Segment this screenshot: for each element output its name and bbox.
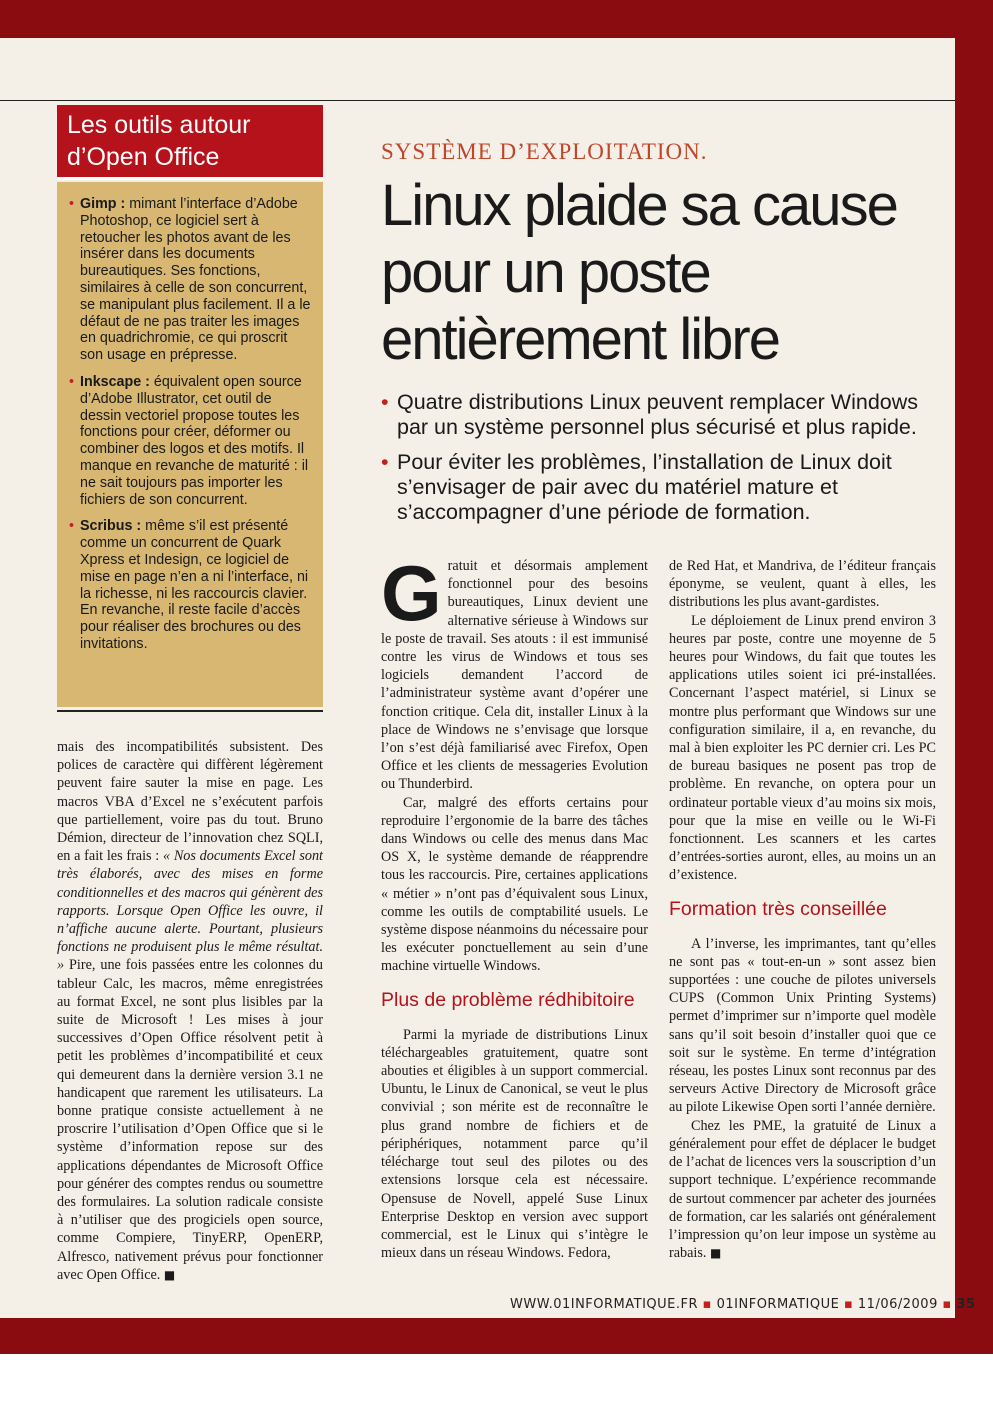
paragraph-text: Chez les PME, la gratuité de Linux a généralement pour effet de déplacer le budget de l’achat de licences vers la souscription d’un support technique. L’expérience recommande de surtout commencer par acheter des journées de formation, car les salariés ont généralement l’impression qu’on leur impose un système au rabais. <box>669 1117 936 1262</box>
headline: Linux plaide sa cause pour un poste entièrement libre <box>381 173 897 372</box>
paragraph: de Red Hat, et Mandriva, de l’éditeur français éponyme, se veulent, quant à elles, les distributions les plus avant-gardistes. <box>669 558 936 611</box>
lead-bullet-1 <box>381 390 941 440</box>
lead-text: Pour éviter les problèmes, l’installation de Linux doit s’envisager de pair avec du matériel mature et s’accompagner d’une période de formation. <box>397 450 892 524</box>
sidebar-item-text: même s’il est présenté comme un concurrent de Quark Xpress et Indesign, ce logiciel de mise en page n’en a ni l’interface, ni la richesse, ni les raccourcis clavier. En revanche, il reste facile d’accès pour réaliser des brochures ou des invitations. <box>80 518 309 652</box>
quote: « Nos documents Excel sont très élaborés, avec des mises en forme conditionnelles et des macros qui génèrent des rapports. Lorsque Open Office les ouvre, il n’affiche aucune alerte. Pourtant, plusieurs fonctions ne produisent plus le même résultat. » <box>57 848 323 974</box>
bullet-icon: • <box>69 518 75 535</box>
footer-magazine: 01INFORMATIQUE <box>716 1297 840 1312</box>
bullet-icon: • <box>381 450 389 474</box>
sidebar-item-text: mimant l’interface d’Adobe Photoshop, ce logiciel sert à retoucher les photos avant de les insérer dans les documents bureautiques. Ses fonctions, similaires à celle de son concurrent, se manipulant plus facilement. Il a le défaut de ne pas traiter les images en quadrichromie, ce qui proscrit son usage en prépresse. <box>80 196 311 364</box>
sidebar-item-inkscape <box>69 374 313 508</box>
paragraph: Parmi la myriade de distributions Linux téléchargeables gratuitement, quatre sont abouties et éligibles à un support commercial. Ubuntu, le Linux de Canonical, se veut le plus convivial ; son mérite est de reconnaître le plus grand nombre de fichiers et de périphériques, notamment parce qu’il télécharge tout seul des pilotes ou des extensions lorsque cela est nécessaire. Opensuse de Novell, appelé Suse Linux Enterprise Desktop en version avec support commercial, est le Linux qui s’intègre le mieux dans un réseau Windows. Fedora, <box>381 1026 648 1262</box>
top-color-band <box>0 0 993 38</box>
page-footer <box>510 1297 976 1312</box>
footer-date: 11/06/2009 <box>857 1297 938 1312</box>
middle-column <box>381 549 648 1262</box>
sidebar-item-term: Gimp : <box>80 196 126 212</box>
paragraph: Le déploiement de Linux prend environ 3 heures par poste, contre une moyenne de 5 heures pour Windows, du fait que toutes les applications utiles soient ici pré-installées. Concernant l’aspect matériel, si Linux se montre plus performant que Windows sur une configuration similaire, il a, en revanche, du mal à bien exploiter les PC dernier cri. Les PC de bureau basiques ne posent pas trop de problème. En revanche, on optera pour un ordinateur portable vieux d’au moins six mois, pour que la mise en veille ou le Wi-Fi fonctionnent. Les scanners et les cartes d’entrées-sorties auront, elles, au moins un an d’existence. <box>669 612 936 884</box>
end-mark-icon: ■ <box>709 1246 722 1261</box>
separator-icon: ▪ <box>702 1297 712 1312</box>
right-column <box>669 557 936 1262</box>
header-rule <box>0 100 955 101</box>
sidebar-item-scribus <box>69 518 313 652</box>
separator-icon: ▪ <box>843 1297 854 1312</box>
dropcap: G <box>381 549 442 637</box>
bottom-color-band <box>0 1318 993 1354</box>
subhead: Formation très conseillée <box>669 897 887 920</box>
separator-icon: ▪ <box>942 1297 952 1312</box>
sidebar-item-text: équivalent open source d’Adobe Illustrator, cet outil de dessin vectoriel propose toutes les fonctions pour créer, déformer ou combiner des logos et des motifs. Il manque en revanche de maturité : il ne sait toujours pas importer les fichiers de son concurrent. <box>80 373 309 508</box>
kicker: SYSTÈME D’EXPLOITATION. <box>381 139 708 164</box>
paragraph <box>381 549 648 794</box>
footer-site: WWW.01INFORMATIQUE.FR <box>510 1297 699 1312</box>
left-paragraph <box>57 738 323 1284</box>
left-column <box>57 738 323 1284</box>
subhead: Plus de problème rédhibitoire <box>381 988 635 1011</box>
sidebar-box <box>57 182 323 707</box>
bullet-icon: • <box>69 373 75 390</box>
sidebar-rule <box>57 710 323 712</box>
lead-bullet-2 <box>381 450 941 525</box>
paragraph-text: ratuit et désormais amplement fonctionnel pour des besoins bureautiques, Linux devient une alternative sérieuse à Windows sur le poste de travail. Ses atouts : il est immunisé contre les virus de Windows et tous ses logiciels demandent l’accord de l’administrateur système avant d’opérer une fonction critique. Cela dit, installer Linux à la place de Windows ne s’envisage que lorsque l’on s’est déjà familiarisé avec Firefox, Open Office et les clients de messageries Evolution ou Thunderbird. <box>381 558 648 793</box>
lead-text: Quatre distributions Linux peuvent remplacer Windows par un système personnel plus sécurisé et plus rapide. <box>397 390 919 439</box>
paragraph: A l’inverse, les imprimantes, tant qu’elles ne sont pas « tout-en-un » sont assez bien supportées : une couche de pilotes universels CUPS (Common Unix Printing Systems) permet d’imprimer sur n’importe quel modèle sans qu’il soit besoin d’installer quoi que ce soit sur le système. En terme d’intégration réseau, les postes Linux sont reconnus par des serveurs Active Directory de Microsoft grâce au pilote Likewise Open sorti l’année dernière. <box>669 935 936 1116</box>
end-mark-icon: ■ <box>163 1267 176 1282</box>
bullet-icon: • <box>381 390 389 414</box>
sidebar-item-term: Inkscape : <box>80 373 150 390</box>
paragraph: Car, malgré des efforts certains pour reproduire l’ergonomie de la barre des tâches dans Windows ou celle des menus dans Mac OS X, le système demande de réapprendre tous les raccourcis. Pire, certaines applications « métier » n’ont pas d’équivalent sous Linux, comme les outils de comptabilité usuels. Le système dispose néanmoins du nécessaire pour les exécuter ponctuellement au sein d’une machine virtuelle Windows. <box>381 794 648 975</box>
sidebar-item-gimp <box>69 196 313 364</box>
page-number: 35 <box>956 1297 976 1312</box>
right-color-band <box>955 0 993 1354</box>
sidebar-item-term: Scribus : <box>80 518 142 535</box>
bullet-icon: • <box>69 196 75 212</box>
sidebar-title: Les outils autour d’Open Office <box>57 105 323 180</box>
left-paragraph-end: Pire, une fois passées entre les colonnes du tableur Calc, les macros, même enregistrées au format Excel, ne sont plus lisibles par la suite de Microsoft ! Les mises à jour successives d’Open Office résolvent petit à petit les problèmes d’incompatibilité et ceux qui demeurent dans la dernière version 3.1 ne handicapent que rarement les utilisateurs. La bonne pratique consiste actuellement à ne proscrire l’utilisation d’Open Office que si le système d’information repose sur des applications dépendantes de Microsoft Office pour générer des comptes rendus ou soumettre des formulaires. La solution radicale consiste à n’utiliser que des progiciels open source, comme Compiere, TinyERP, OpenERP, Alfresco, nativement prévus pour fonctionner avec Open Office. <box>57 957 323 1283</box>
left-paragraph-start: mais des incompatibilités subsistent. Des polices de caractère qui diffèrent légèrement peuvent faire sauter la mise en page. Les macros VBA d’Excel ne s’exécutent parfois que partiellement, voire pas du tout. Bruno Démion, directeur de l’innovation chez SQLI, en a fait les frais : <box>57 739 323 865</box>
paragraph <box>669 1117 936 1263</box>
